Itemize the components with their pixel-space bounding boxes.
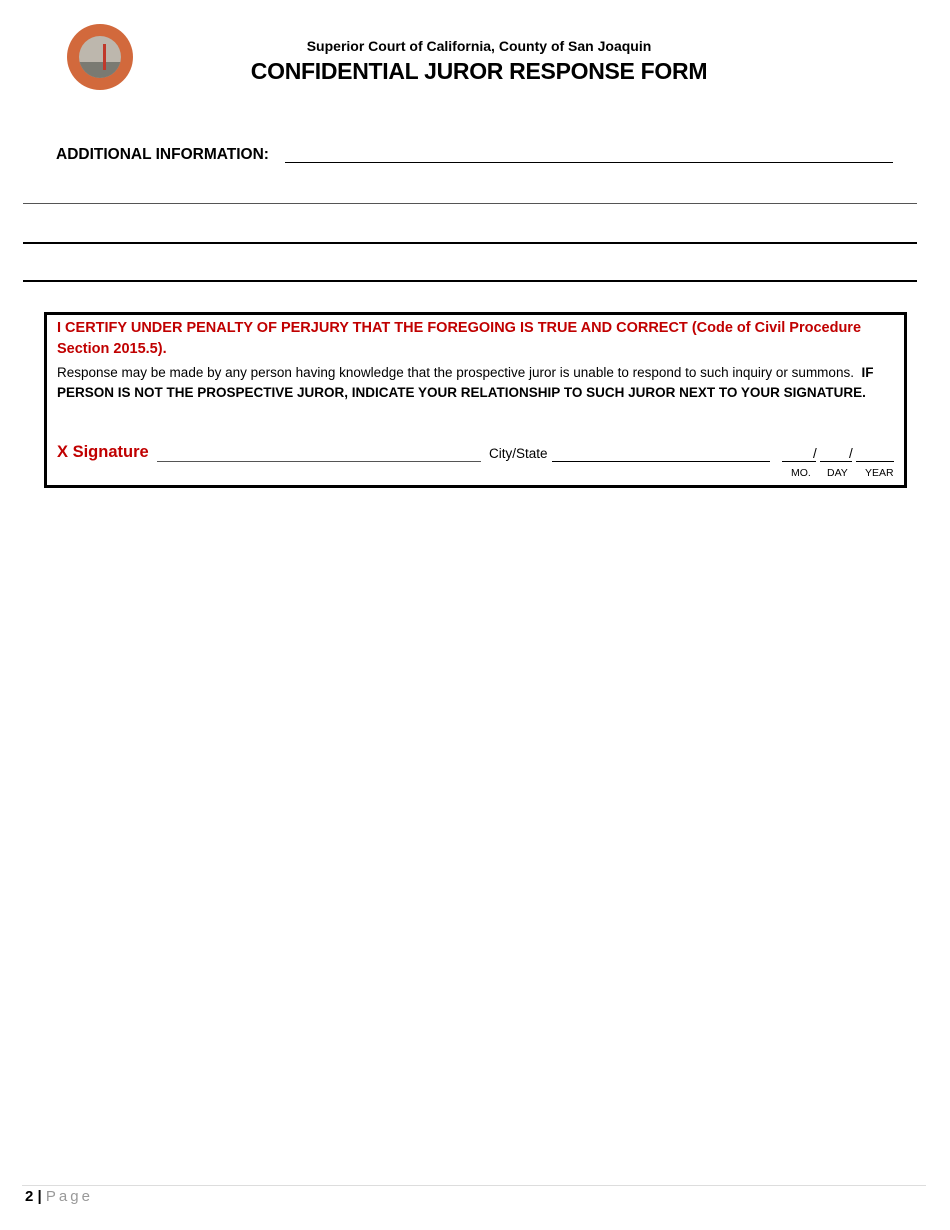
- form-title: CONFIDENTIAL JUROR RESPONSE FORM: [250, 58, 708, 84]
- additional-info-line-3[interactable]: [23, 242, 917, 244]
- court-name: Superior Court of California, County of San Joaquin: [306, 38, 652, 54]
- response-bold-text: IF PERSON IS NOT THE PROSPECTIVE JUROR, INDICATE YOUR RELATIONSHIP TO SUCH JUROR NEXT TO YOUR SIGNATURE.: [57, 365, 874, 400]
- date-day-field[interactable]: [820, 461, 852, 462]
- additional-info-line-2[interactable]: [23, 203, 917, 204]
- footer-divider: [22, 1185, 926, 1186]
- date-year-field[interactable]: [856, 461, 894, 462]
- city-state-field[interactable]: [552, 461, 770, 462]
- signature-label: X Signature: [57, 443, 149, 461]
- date-month-field[interactable]: [782, 461, 816, 462]
- additional-info-field[interactable]: [285, 162, 893, 163]
- response-instructions: [57, 363, 887, 402]
- signature-field[interactable]: [157, 461, 481, 462]
- certification-box: [44, 312, 907, 488]
- date-year-label: YEAR: [865, 467, 894, 479]
- page-label: Page: [45, 1188, 93, 1205]
- response-text: Response may be made by any person having knowledge that the prospective juror is unable to respond to such inquiry or summons.: [57, 365, 854, 380]
- date-separator-2: /: [849, 446, 853, 461]
- date-day-label: DAY: [827, 467, 848, 479]
- certification-heading: I CERTIFY UNDER PENALTY OF PERJURY THAT THE FOREGOING IS TRUE AND CORRECT (Code of Civil Procedure Section 2015.5).: [57, 320, 862, 357]
- additional-info-line-4[interactable]: [23, 280, 917, 282]
- footer-separator: |: [37, 1188, 42, 1205]
- page-number: 2: [25, 1188, 34, 1205]
- additional-info-label: ADDITIONAL INFORMATION:: [56, 146, 269, 163]
- city-state-label: City/State: [489, 446, 548, 461]
- date-separator-1: /: [813, 446, 817, 461]
- date-month-label: MO.: [791, 467, 811, 479]
- page-footer: [25, 1188, 93, 1205]
